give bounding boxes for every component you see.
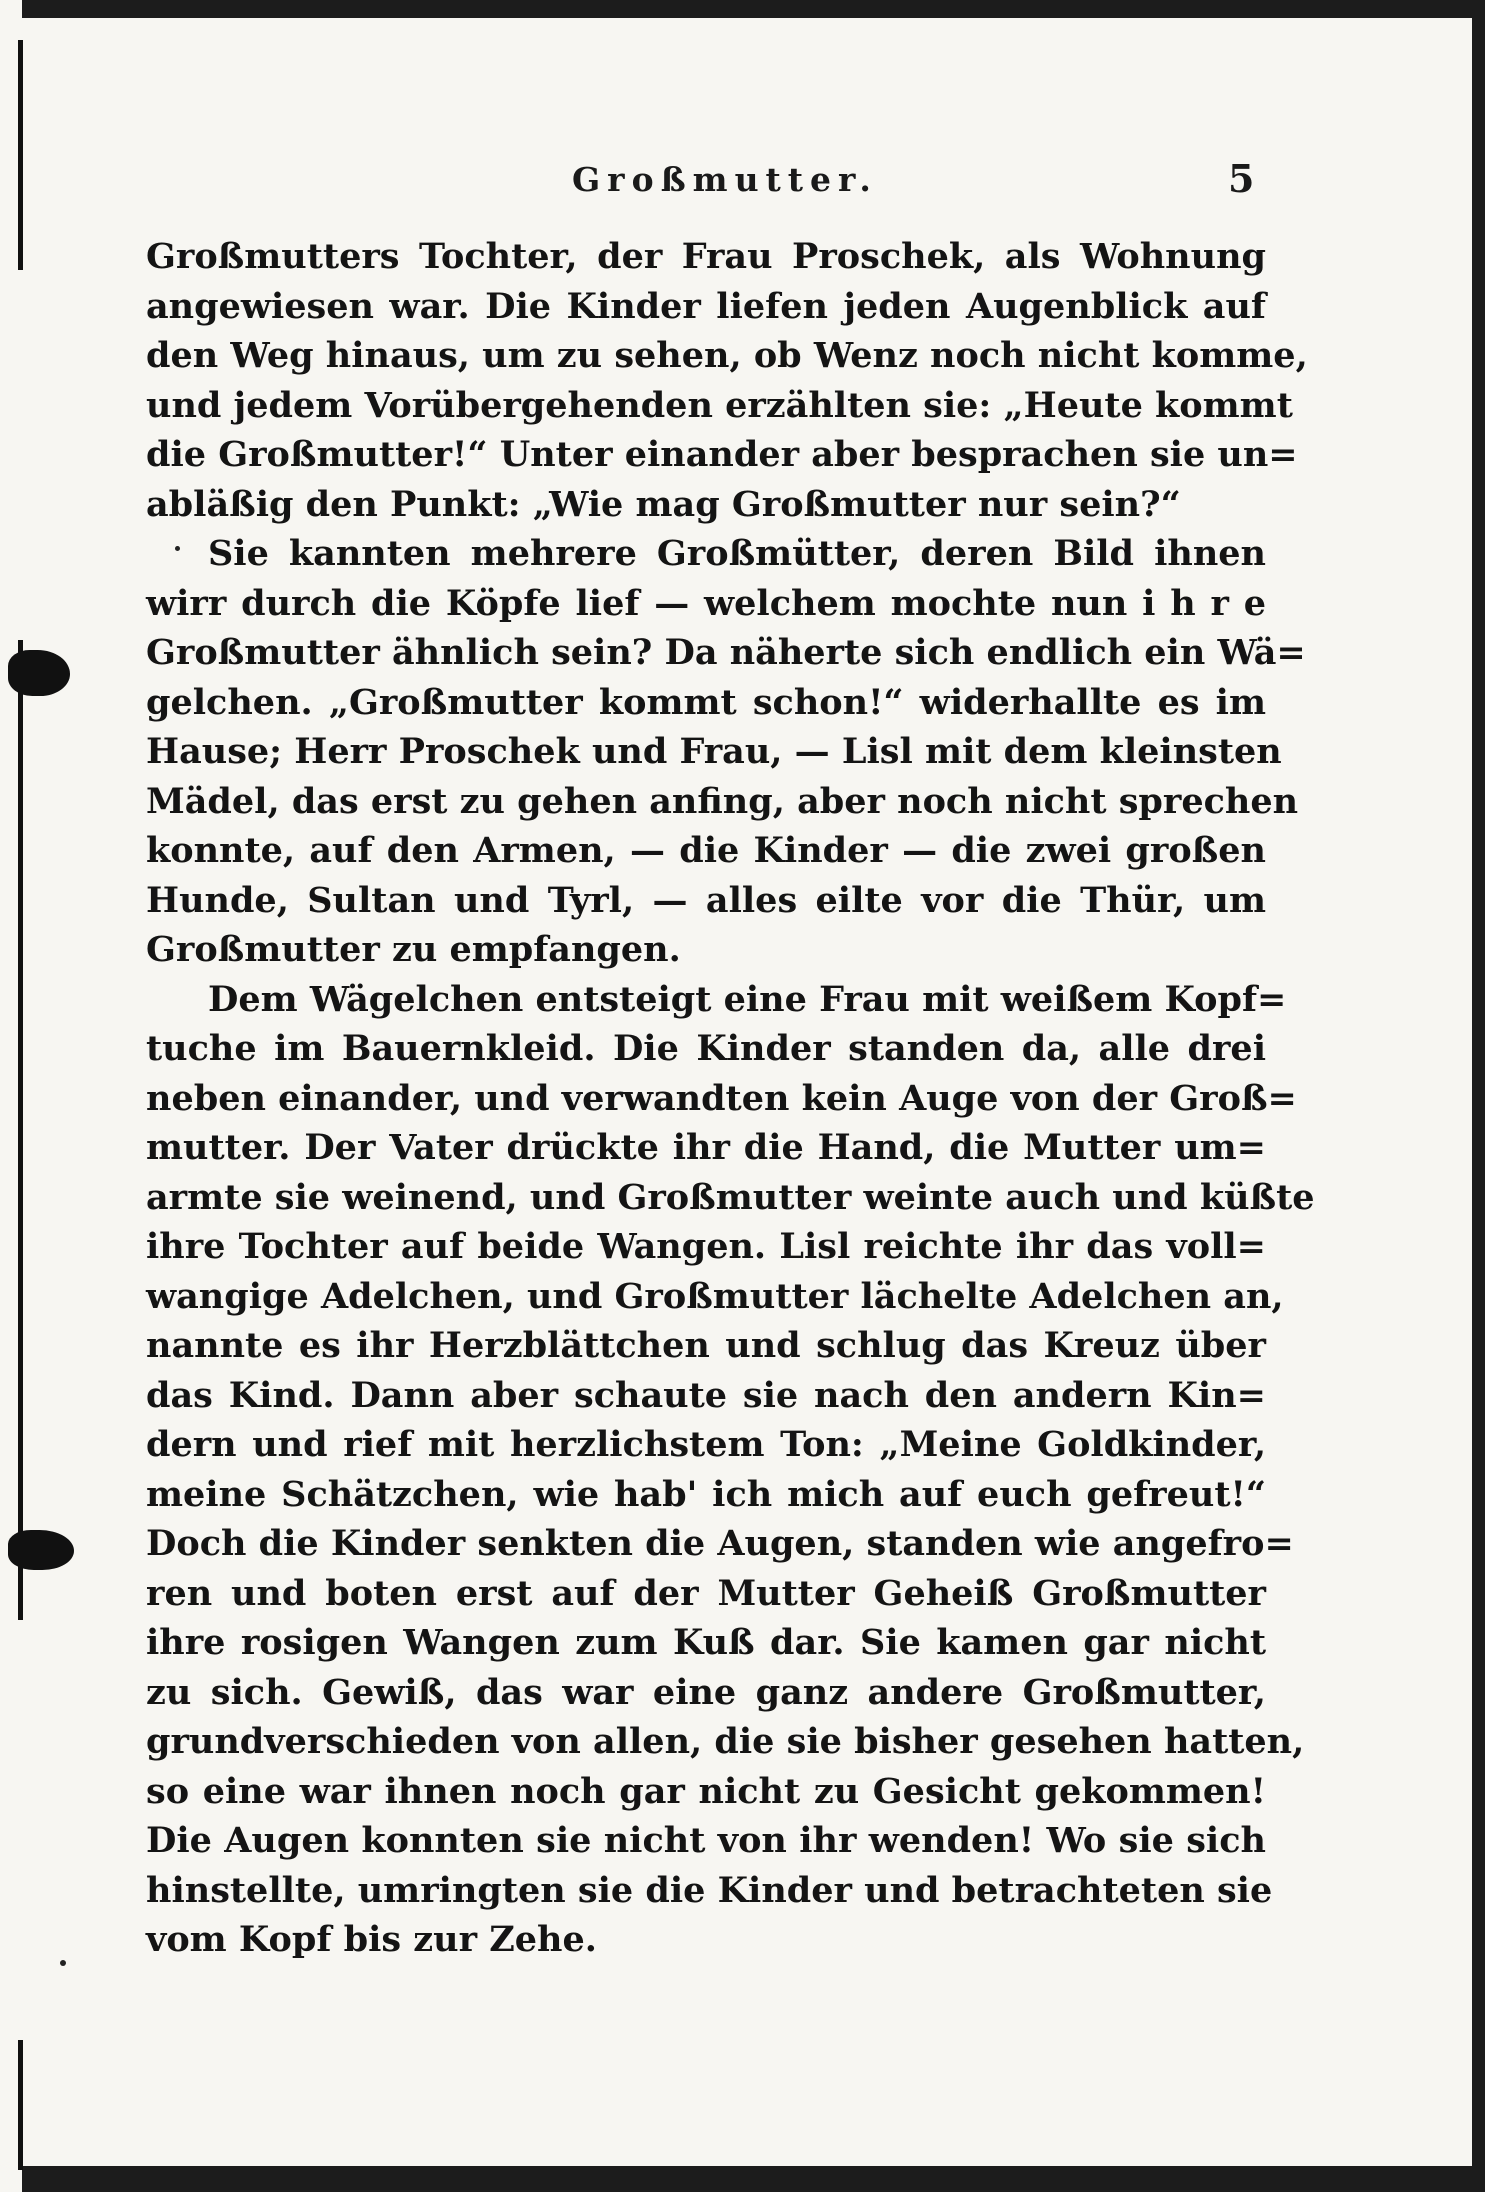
text-line: ihre rosigen Wangen zum Kuß dar. Sie kamen gar nicht — [146, 1622, 1266, 1663]
text-line: ren und boten erst auf der Mutter Geheiß Großmutter — [146, 1572, 1266, 1614]
text-line: die Großmutter!“ Unter einander aber besprachen sie un= — [146, 434, 1298, 475]
text-line: armte sie weinend, und Großmutter weinte auch und küßte — [146, 1176, 1315, 1218]
text-line: Großmutter zu empfangen. — [146, 929, 681, 970]
body-text — [146, 232, 1315, 1965]
book-gutter — [0, 0, 22, 2192]
text-line: tuche im Bauernkleid. Die Kinder standen da, alle drei — [146, 1028, 1266, 1069]
text-line: und jedem Vorübergehenden erzählten sie: „Heute kommt — [146, 384, 1293, 426]
running-head — [0, 150, 1485, 220]
text-line: abläßig den Punkt: „Wie mag Großmutter nur sein?“ — [146, 483, 1181, 525]
binding-mark-2 — [8, 1530, 74, 1570]
text-line: Dem Wägelchen entsteigt eine Frau mit weißem Kopf= — [208, 978, 1287, 1020]
text-line: hinstellte, umringten sie die Kinder und betrachteten sie — [146, 1869, 1273, 1911]
text-line: vom Kopf bis zur Zehe. — [146, 1919, 597, 1960]
text-line: wirr durch die Köpfe lief — welchem mochte nun i h r e — [146, 582, 1266, 624]
text-line: konnte, auf den Armen, — die Kinder — die zwei großen — [146, 830, 1266, 871]
gutter-shadow-bottom — [18, 2040, 23, 2170]
text-line: grundverschieden von allen, die sie bisher gesehen hatten, — [146, 1721, 1305, 1762]
text-line: Großmutter ähnlich sein? Da näherte sich endlich ein Wä= — [146, 632, 1306, 673]
text-line: ihre Tochter auf beide Wangen. Lisl reichte ihr das voll= — [146, 1226, 1266, 1267]
text-line: das Kind. Dann aber schaute sie nach den andern Kin= — [146, 1374, 1266, 1416]
text-line: dern und rief mit herzlichstem Ton: „Meine Goldkinder, — [146, 1424, 1266, 1465]
binding-mark-1 — [8, 650, 70, 696]
text-line: den Weg hinaus, um zu sehen, ob Wenz noch nicht komme, — [146, 335, 1308, 376]
text-line: Mädel, das erst zu gehen anfing, aber noch nicht sprechen — [146, 780, 1299, 822]
text-line: nannte es ihr Herzblättchen und schlug das Kreuz über — [146, 1325, 1266, 1366]
ink-speck — [60, 1960, 66, 1966]
text-line: meine Schätzchen, wie hab' ich mich auf euch gefreut!“ — [146, 1473, 1266, 1515]
text-line: wangige Adelchen, und Großmutter lächelte Adelchen an, — [146, 1275, 1284, 1317]
page-number: 5 — [1228, 156, 1255, 201]
text-line: zu sich. Gewiß, das war eine ganz andere Großmutter, — [146, 1671, 1266, 1713]
running-head-title: Großmutter. — [572, 160, 878, 199]
text-line: Sie kannten mehrere Großmütter, deren Bild ihnen — [208, 533, 1266, 574]
gutter-shadow-middle — [18, 640, 23, 1620]
text-line: Hunde, Sultan und Tyrl, — alles eilte vor die Thür, um — [146, 879, 1266, 921]
text-line: Die Augen konnten sie nicht von ihr wenden! Wo sie sich — [146, 1820, 1266, 1861]
text-line: mutter. Der Vater drückte ihr die Hand, die Mutter um= — [146, 1127, 1266, 1168]
text-line: angewiesen war. Die Kinder liefen jeden Augenblick auf — [146, 285, 1266, 327]
text-line: Doch die Kinder senkten die Augen, standen wie angefro= — [146, 1523, 1294, 1564]
text-line: neben einander, und verwandten kein Auge von der Groß= — [146, 1077, 1297, 1119]
text-line: so eine war ihnen noch gar nicht zu Gesicht gekommen! — [146, 1770, 1266, 1812]
text-line: gelchen. „Großmutter kommt schon!“ widerhallte es im — [146, 681, 1266, 723]
text-line: Hause; Herr Proschek und Frau, — Lisl mit dem kleinsten — [146, 731, 1282, 772]
text-line: Großmutters Tochter, der Frau Proschek, als Wohnung — [146, 236, 1266, 277]
